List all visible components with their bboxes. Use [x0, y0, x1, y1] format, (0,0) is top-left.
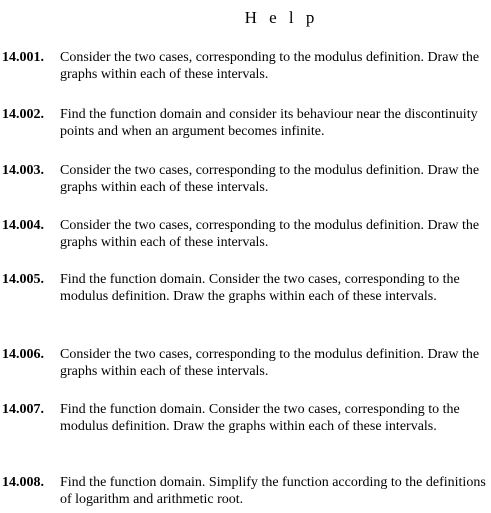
entry-number: 14.005. — [2, 272, 44, 287]
entry-text: Consider the two cases, corresponding to the modulus definition. Draw the graphs within each of these intervals. — [60, 218, 480, 250]
entry-number: 14.001. — [2, 50, 44, 65]
entry-text: Consider the two cases, corresponding to the modulus definition. Draw the graphs within each of these intervals. — [60, 50, 480, 82]
entry-text: Find the function domain. Consider the two cases, corresponding to the modulus definition. Draw the graphs within each of these intervals. — [60, 402, 460, 434]
entry-number: 14.003. — [2, 163, 44, 178]
entry-text: Consider the two cases, corresponding to the modulus definition. Draw the graphs within each of these intervals. — [60, 163, 480, 195]
entry-number: 14.008. — [2, 475, 44, 490]
entry-text: Consider the two cases, corresponding to the modulus definition. Draw the graphs within each of these intervals. — [60, 347, 480, 379]
entry-number: 14.002. — [2, 107, 44, 122]
entry-number: 14.004. — [2, 218, 44, 233]
entry-number: 14.007. — [2, 402, 44, 417]
page-title: H e l p — [244, 8, 319, 27]
entry-number: 14.006. — [2, 347, 44, 362]
entry-text: Find the function domain and consider its behaviour near the discontinuity points and when an argument becomes infinite. — [60, 107, 478, 139]
entry-text: Find the function domain. Consider the two cases, corresponding to the modulus definition. Draw the graphs within each of these intervals. — [60, 272, 460, 304]
entry-text: Find the function domain. Simplify the function according to the definitions of logarithm and arithmetic root. — [60, 475, 486, 507]
